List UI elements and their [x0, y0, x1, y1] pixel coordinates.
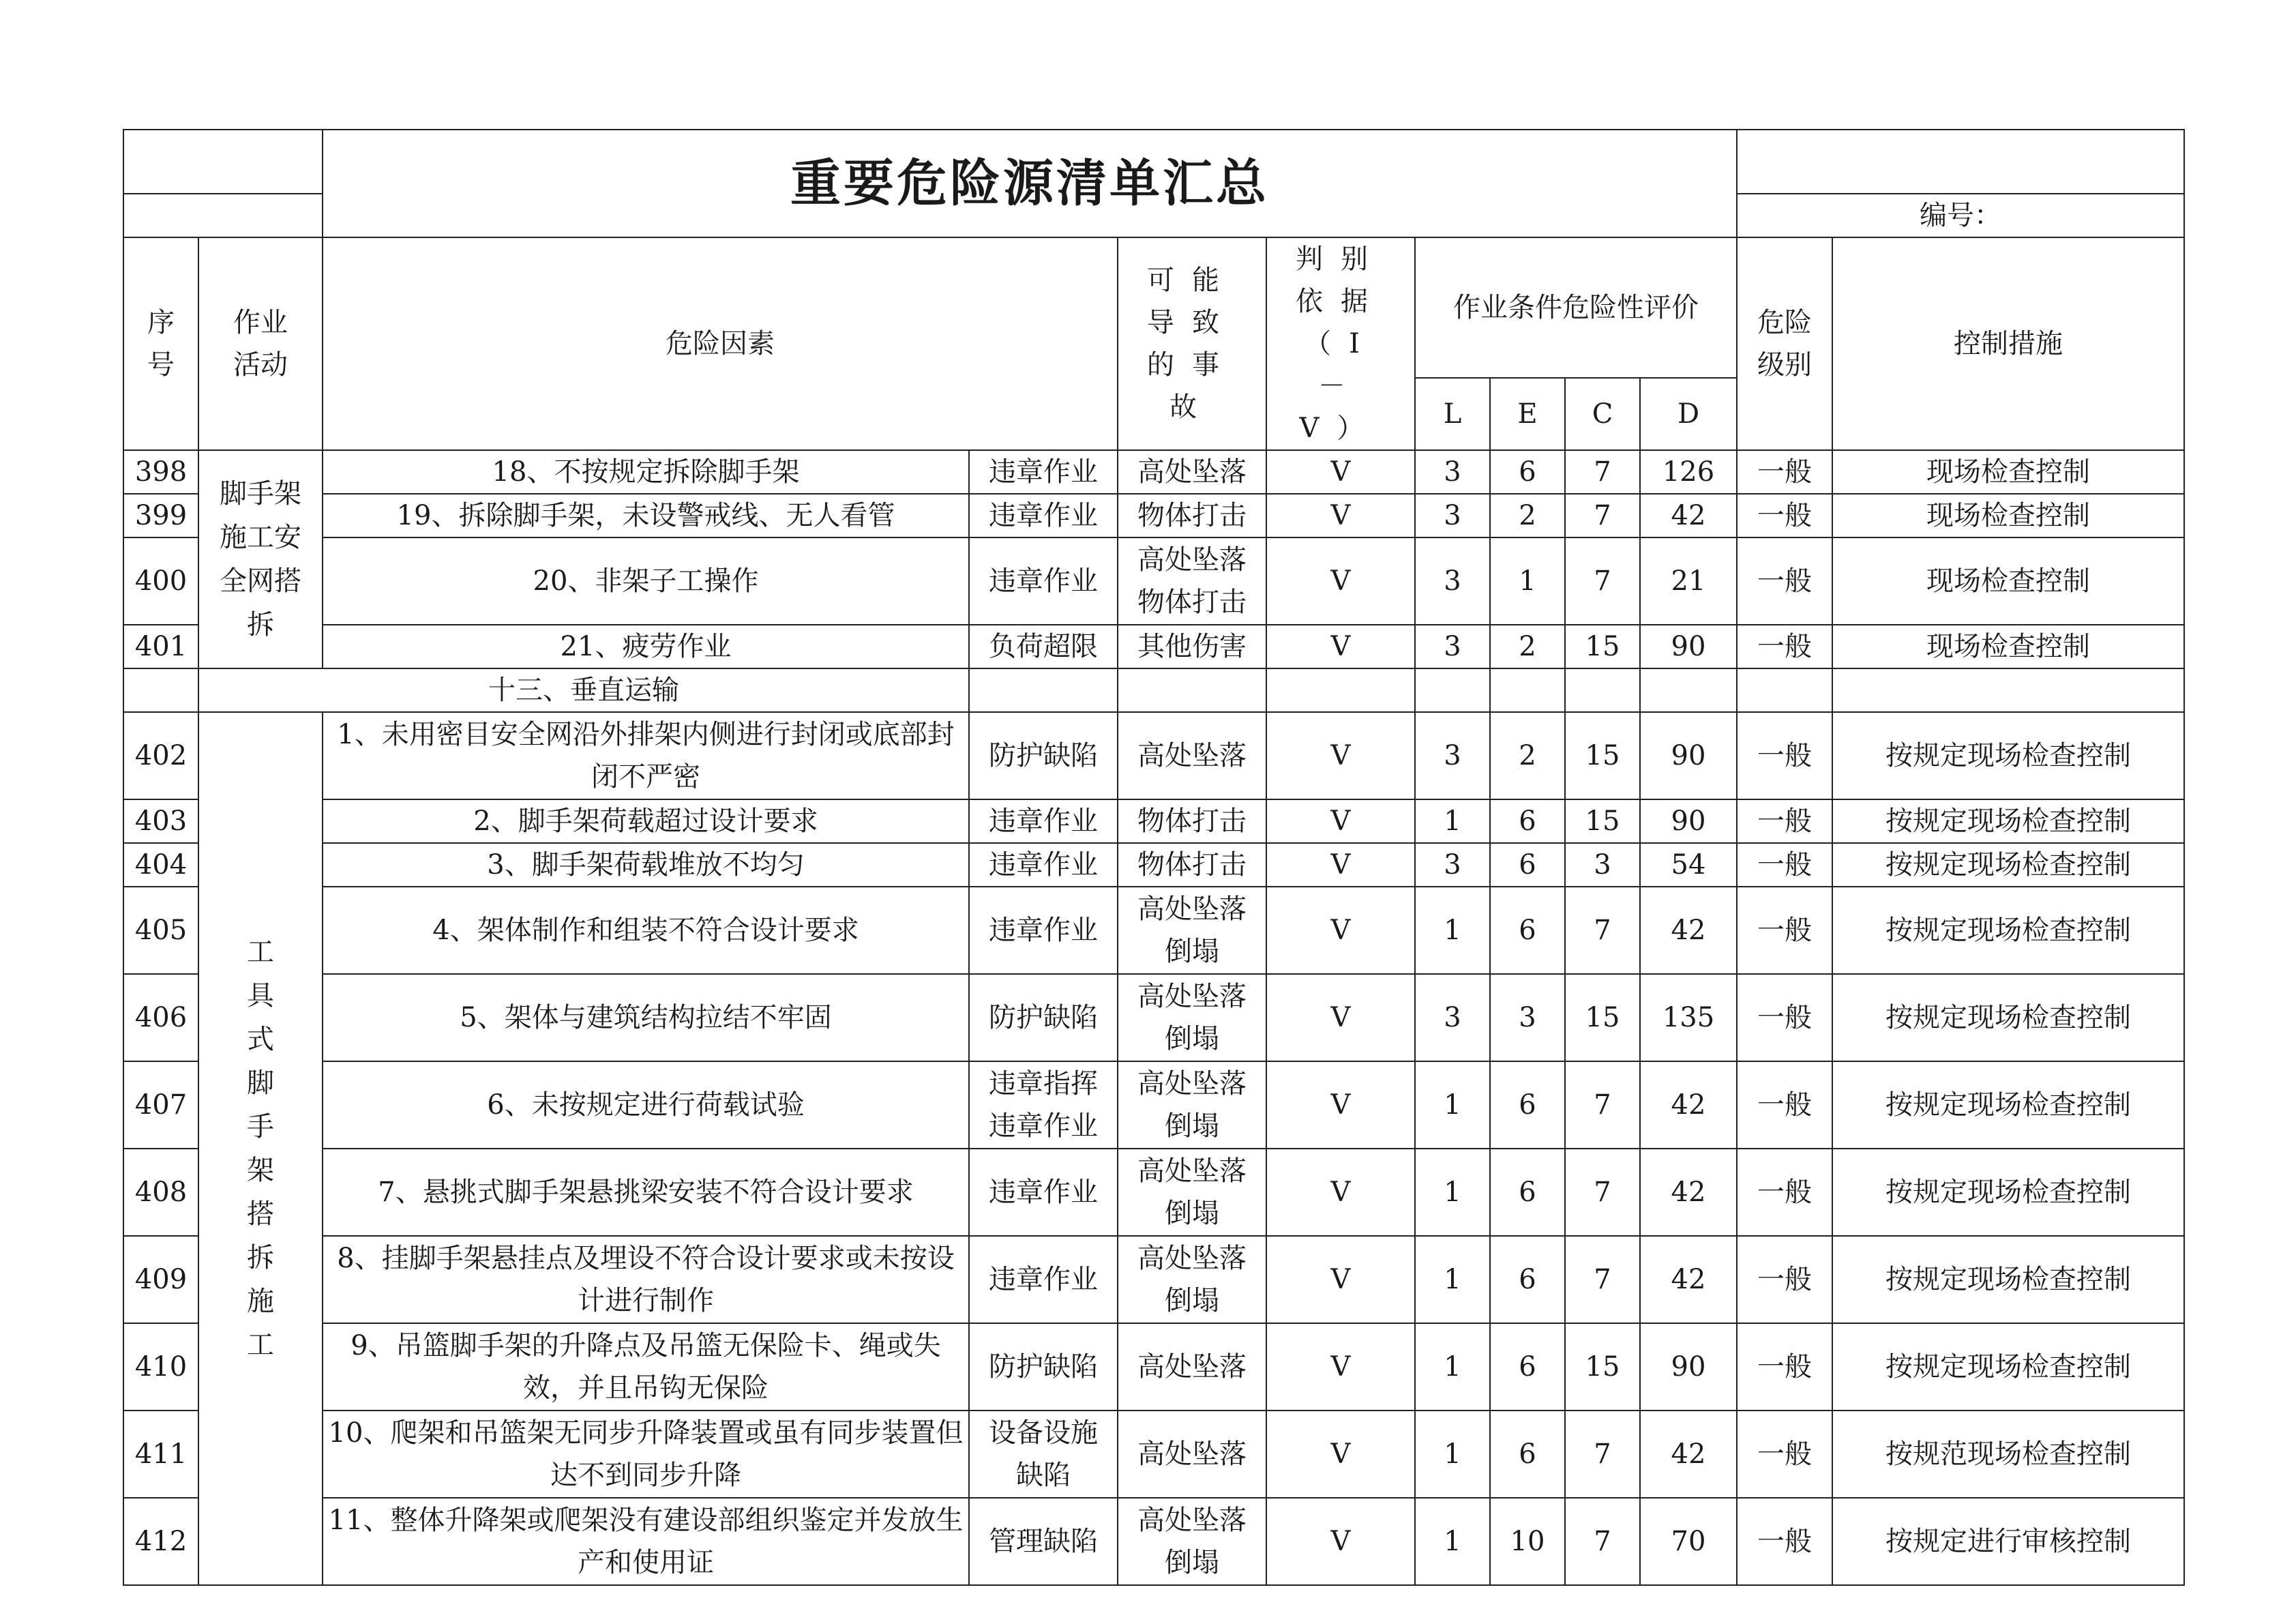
cell-hazard: 21、疲劳作业 — [323, 625, 969, 668]
cell-accident: 高处坠落倒塌 — [1118, 1498, 1266, 1585]
cell-level: 一般 — [1737, 1498, 1832, 1585]
cell-d: 126 — [1640, 450, 1737, 494]
cell-l: 3 — [1415, 625, 1490, 668]
cell-hazard: 2、脚手架荷载超过设计要求 — [323, 799, 969, 843]
cell-cause: 防护缺陷 — [969, 712, 1118, 799]
cell-accident: 其他伤害 — [1118, 625, 1266, 668]
cell-cause: 违章作业 — [969, 1236, 1118, 1323]
cell-accident: 高处坠落倒塌 — [1118, 1236, 1266, 1323]
cell-e: 6 — [1490, 1061, 1565, 1149]
cell-control: 按规定现场检查控制 — [1832, 1236, 2184, 1323]
cell-control: 按规定现场检查控制 — [1832, 799, 2184, 843]
cell-cause: 违章作业 — [969, 887, 1118, 974]
cell-d: 42 — [1640, 1061, 1737, 1149]
cell-basis: V — [1266, 1411, 1415, 1498]
cell-c: 7 — [1565, 537, 1640, 625]
header-level: 危险级别 — [1737, 237, 1832, 450]
cell-hazard: 20、非架子工操作 — [323, 537, 969, 625]
cell-basis: V — [1266, 1236, 1415, 1323]
cell-control: 按规定现场检查控制 — [1832, 887, 2184, 974]
cell-cause: 违章指挥违章作业 — [969, 1061, 1118, 1149]
cell-l: 3 — [1415, 712, 1490, 799]
cell-accident: 高处坠落 — [1118, 712, 1266, 799]
cell-control: 按规定现场检查控制 — [1832, 1149, 2184, 1236]
cell-seq: 410 — [123, 1323, 198, 1411]
cell-hazard: 4、架体制作和组装不符合设计要求 — [323, 887, 969, 974]
cell-level: 一般 — [1737, 1236, 1832, 1323]
cell-level: 一般 — [1737, 1149, 1832, 1236]
activity-group-1: 脚手架施工安全网搭拆 — [198, 450, 323, 668]
blank-cell — [1490, 668, 1565, 712]
cell-control: 按规定现场检查控制 — [1832, 1061, 2184, 1149]
cell-level: 一般 — [1737, 494, 1832, 537]
cell-level: 一般 — [1737, 712, 1832, 799]
cell-l: 3 — [1415, 494, 1490, 537]
cell-d: 90 — [1640, 625, 1737, 668]
cell-seq: 398 — [123, 450, 198, 494]
header-accident: 可能导致的事故 — [1118, 237, 1266, 450]
cell-e: 2 — [1490, 494, 1565, 537]
cell-cause: 管理缺陷 — [969, 1498, 1118, 1585]
cell-d: 21 — [1640, 537, 1737, 625]
cell-d: 90 — [1640, 799, 1737, 843]
cell-basis: V — [1266, 1498, 1415, 1585]
activity-group-2: 工具式脚手架搭拆施工 — [198, 712, 323, 1585]
cell-d: 90 — [1640, 712, 1737, 799]
cell-cause: 违章作业 — [969, 450, 1118, 494]
cell-d: 42 — [1640, 1411, 1737, 1498]
cell-l: 1 — [1415, 1236, 1490, 1323]
cell-hazard: 9、吊篮脚手架的升降点及吊篮无保险卡、绳或失效，并且吊钩无保险 — [323, 1323, 969, 1411]
cell-cause: 防护缺陷 — [969, 1323, 1118, 1411]
cell-d: 42 — [1640, 1236, 1737, 1323]
cell-basis: V — [1266, 712, 1415, 799]
cell-accident: 物体打击 — [1118, 494, 1266, 537]
cell-c: 15 — [1565, 799, 1640, 843]
cell-e: 2 — [1490, 712, 1565, 799]
header-d: D — [1640, 378, 1737, 450]
cell-seq: 401 — [123, 625, 198, 668]
cell-c: 15 — [1565, 1323, 1640, 1411]
cell-c: 7 — [1565, 1061, 1640, 1149]
blank-cell — [1415, 668, 1490, 712]
header-eval: 作业条件危险性评价 — [1415, 237, 1737, 378]
code-label: 编号： — [1737, 194, 2184, 237]
cell-accident: 物体打击 — [1118, 843, 1266, 887]
cell-hazard: 7、悬挑式脚手架悬挑梁安装不符合设计要求 — [323, 1149, 969, 1236]
cell-e: 6 — [1490, 1411, 1565, 1498]
header-basis: 判别依据（I－V） — [1266, 237, 1415, 450]
cell-accident: 高处坠落倒塌 — [1118, 1061, 1266, 1149]
cell-level: 一般 — [1737, 537, 1832, 625]
cell-d: 70 — [1640, 1498, 1737, 1585]
cell-basis: V — [1266, 494, 1415, 537]
cell-hazard: 1、未用密目安全网沿外排架内侧进行封闭或底部封闭不严密 — [323, 712, 969, 799]
blank-cell — [123, 130, 323, 194]
cell-level: 一般 — [1737, 1411, 1832, 1498]
cell-cause: 负荷超限 — [969, 625, 1118, 668]
cell-basis: V — [1266, 1149, 1415, 1236]
blank-cell — [1737, 668, 1832, 712]
cell-cause: 违章作业 — [969, 799, 1118, 843]
header-e: E — [1490, 378, 1565, 450]
cell-c: 15 — [1565, 974, 1640, 1061]
page-title: 重要危险源清单汇总 — [323, 130, 1737, 237]
cell-seq: 412 — [123, 1498, 198, 1585]
cell-control: 按规定现场检查控制 — [1832, 843, 2184, 887]
cell-e: 6 — [1490, 1149, 1565, 1236]
cell-l: 1 — [1415, 799, 1490, 843]
cell-seq: 403 — [123, 799, 198, 843]
cell-cause: 设备设施缺陷 — [969, 1411, 1118, 1498]
cell-e: 2 — [1490, 625, 1565, 668]
cell-basis: V — [1266, 974, 1415, 1061]
cell-accident: 高处坠落物体打击 — [1118, 537, 1266, 625]
cell-basis: V — [1266, 843, 1415, 887]
cell-hazard: 18、不按规定拆除脚手架 — [323, 450, 969, 494]
header-activity: 作业活动 — [198, 237, 323, 450]
cell-level: 一般 — [1737, 1323, 1832, 1411]
cell-d: 54 — [1640, 843, 1737, 887]
cell-c: 7 — [1565, 1236, 1640, 1323]
cell-hazard: 8、挂脚手架悬挂点及埋设不符合设计要求或未按设计进行制作 — [323, 1236, 969, 1323]
cell-hazard: 11、整体升降架或爬架没有建设部组织鉴定并发放生产和使用证 — [323, 1498, 969, 1585]
cell-l: 3 — [1415, 843, 1490, 887]
cell-c: 7 — [1565, 887, 1640, 974]
cell-l: 1 — [1415, 887, 1490, 974]
cell-l: 1 — [1415, 1323, 1490, 1411]
cell-cause: 违章作业 — [969, 1149, 1118, 1236]
cell-accident: 高处坠落倒塌 — [1118, 974, 1266, 1061]
blank-cell — [1832, 668, 2184, 712]
cell-cause: 违章作业 — [969, 843, 1118, 887]
cell-e: 6 — [1490, 450, 1565, 494]
cell-level: 一般 — [1737, 887, 1832, 974]
cell-level: 一般 — [1737, 625, 1832, 668]
cell-control: 按规定进行审核控制 — [1832, 1498, 2184, 1585]
header-hazard: 危险因素 — [323, 237, 1118, 450]
cell-seq: 399 — [123, 494, 198, 537]
cell-c: 7 — [1565, 1411, 1640, 1498]
cell-hazard: 6、未按规定进行荷载试验 — [323, 1061, 969, 1149]
cell-control: 现场检查控制 — [1832, 625, 2184, 668]
cell-l: 1 — [1415, 1149, 1490, 1236]
cell-l: 1 — [1415, 1411, 1490, 1498]
cell-d: 42 — [1640, 1149, 1737, 1236]
cell-seq: 404 — [123, 843, 198, 887]
hazard-sheet — [123, 129, 2183, 1586]
cell-seq: 408 — [123, 1149, 198, 1236]
cell-seq: 409 — [123, 1236, 198, 1323]
cell-basis: V — [1266, 1061, 1415, 1149]
cell-d: 135 — [1640, 974, 1737, 1061]
blank-cell — [1565, 668, 1640, 712]
cell-seq: 405 — [123, 887, 198, 974]
cell-seq: 407 — [123, 1061, 198, 1149]
cell-hazard: 3、脚手架荷载堆放不均匀 — [323, 843, 969, 887]
cell-seq: 406 — [123, 974, 198, 1061]
cell-seq: 411 — [123, 1411, 198, 1498]
blank-cell — [969, 668, 1118, 712]
cell-hazard: 5、架体与建筑结构拉结不牢固 — [323, 974, 969, 1061]
cell-level: 一般 — [1737, 1061, 1832, 1149]
cell-seq: 400 — [123, 537, 198, 625]
cell-level: 一般 — [1737, 450, 1832, 494]
cell-e: 6 — [1490, 843, 1565, 887]
cell-control: 按规定现场检查控制 — [1832, 974, 2184, 1061]
blank-cell — [1640, 668, 1737, 712]
cell-l: 1 — [1415, 1061, 1490, 1149]
cell-accident: 高处坠落倒塌 — [1118, 887, 1266, 974]
cell-c: 7 — [1565, 450, 1640, 494]
blank-cell — [123, 668, 198, 712]
cell-seq: 402 — [123, 712, 198, 799]
cell-e: 6 — [1490, 887, 1565, 974]
cell-e: 10 — [1490, 1498, 1565, 1585]
cell-c: 7 — [1565, 1149, 1640, 1236]
cell-d: 90 — [1640, 1323, 1737, 1411]
cell-cause: 防护缺陷 — [969, 974, 1118, 1061]
cell-hazard: 10、爬架和吊篮架无同步升降装置或虽有同步装置但达不到同步升降 — [323, 1411, 969, 1498]
cell-d: 42 — [1640, 494, 1737, 537]
cell-c: 7 — [1565, 1498, 1640, 1585]
cell-hazard: 19、拆除脚手架，未设警戒线、无人看管 — [323, 494, 969, 537]
blank-cell — [1737, 130, 2184, 194]
section-heading: 十三、垂直运输 — [198, 668, 969, 712]
cell-accident: 高处坠落 — [1118, 1323, 1266, 1411]
cell-control: 现场检查控制 — [1832, 537, 2184, 625]
cell-basis: V — [1266, 887, 1415, 974]
cell-l: 1 — [1415, 1498, 1490, 1585]
hazard-table — [123, 129, 2185, 1586]
cell-l: 3 — [1415, 974, 1490, 1061]
blank-cell — [123, 194, 323, 237]
cell-e: 1 — [1490, 537, 1565, 625]
cell-e: 6 — [1490, 799, 1565, 843]
cell-accident: 物体打击 — [1118, 799, 1266, 843]
header-c: C — [1565, 378, 1640, 450]
cell-basis: V — [1266, 1323, 1415, 1411]
cell-control: 按规定现场检查控制 — [1832, 1323, 2184, 1411]
cell-c: 7 — [1565, 494, 1640, 537]
header-l: L — [1415, 378, 1490, 450]
cell-c: 15 — [1565, 712, 1640, 799]
cell-basis: V — [1266, 799, 1415, 843]
blank-cell — [1266, 668, 1415, 712]
cell-l: 3 — [1415, 450, 1490, 494]
cell-level: 一般 — [1737, 974, 1832, 1061]
cell-cause: 违章作业 — [969, 537, 1118, 625]
header-control: 控制措施 — [1832, 237, 2184, 450]
cell-level: 一般 — [1737, 799, 1832, 843]
cell-basis: V — [1266, 625, 1415, 668]
cell-c: 3 — [1565, 843, 1640, 887]
cell-basis: V — [1266, 450, 1415, 494]
cell-e: 3 — [1490, 974, 1565, 1061]
cell-accident: 高处坠落倒塌 — [1118, 1149, 1266, 1236]
cell-control: 按规范现场检查控制 — [1832, 1411, 2184, 1498]
cell-e: 6 — [1490, 1323, 1565, 1411]
header-seq: 序号 — [123, 237, 198, 450]
cell-basis: V — [1266, 537, 1415, 625]
blank-cell — [1118, 668, 1266, 712]
cell-l: 3 — [1415, 537, 1490, 625]
cell-cause: 违章作业 — [969, 494, 1118, 537]
cell-control: 按规定现场检查控制 — [1832, 712, 2184, 799]
cell-accident: 高处坠落 — [1118, 450, 1266, 494]
cell-control: 现场检查控制 — [1832, 494, 2184, 537]
cell-level: 一般 — [1737, 843, 1832, 887]
cell-control: 现场检查控制 — [1832, 450, 2184, 494]
cell-accident: 高处坠落 — [1118, 1411, 1266, 1498]
cell-e: 6 — [1490, 1236, 1565, 1323]
cell-d: 42 — [1640, 887, 1737, 974]
cell-c: 15 — [1565, 625, 1640, 668]
